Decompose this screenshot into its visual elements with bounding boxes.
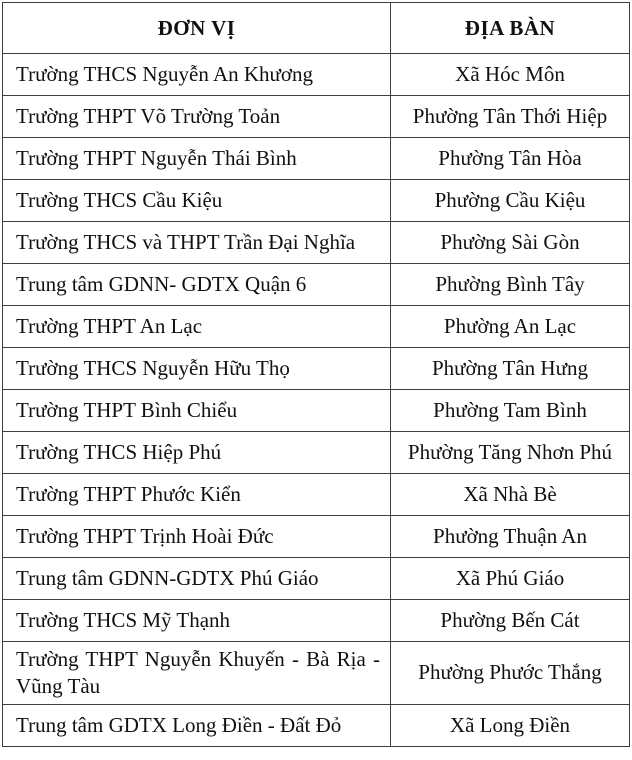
header-row [3, 3, 630, 54]
unit-cell: Trường THCS Nguyễn Hữu Thọ [3, 348, 391, 390]
unit-cell: Trường THPT Nguyễn Thái Bình [3, 138, 391, 180]
units-areas-table [2, 2, 630, 747]
area-cell: Phường Phước Thắng [391, 642, 630, 705]
area-cell: Xã Phú Giáo [391, 558, 630, 600]
header-cell-unit: ĐƠN VỊ [3, 3, 391, 54]
table-row [3, 642, 630, 705]
table-row [3, 348, 630, 390]
table-row [3, 432, 630, 474]
unit-cell: Trường THPT Nguyễn Khuyến - Bà Rịa - Vũng Tàu [3, 642, 391, 705]
unit-cell: Trường THPT Bình Chiểu [3, 390, 391, 432]
area-cell: Phường Tân Hưng [391, 348, 630, 390]
table-row [3, 264, 630, 306]
unit-cell: Trường THCS Nguyễn An Khương [3, 54, 391, 96]
table-row [3, 180, 630, 222]
area-cell: Phường Tân Thới Hiệp [391, 96, 630, 138]
area-cell: Phường An Lạc [391, 306, 630, 348]
unit-cell: Trung tâm GDNN- GDTX Quận 6 [3, 264, 391, 306]
table-row [3, 96, 630, 138]
unit-cell: Trường THCS và THPT Trần Đại Nghĩa [3, 222, 391, 264]
table-row [3, 600, 630, 642]
table-row [3, 138, 630, 180]
area-cell: Xã Hóc Môn [391, 54, 630, 96]
area-cell: Phường Bình Tây [391, 264, 630, 306]
unit-cell: Trung tâm GDNN-GDTX Phú Giáo [3, 558, 391, 600]
table-row [3, 516, 630, 558]
area-cell: Phường Cầu Kiệu [391, 180, 630, 222]
unit-cell: Trường THPT An Lạc [3, 306, 391, 348]
unit-cell: Trường THCS Mỹ Thạnh [3, 600, 391, 642]
area-cell: Phường Sài Gòn [391, 222, 630, 264]
area-cell: Xã Long Điền [391, 704, 630, 746]
table-row [3, 558, 630, 600]
table-header [3, 3, 630, 54]
unit-cell: Trường THCS Hiệp Phú [3, 432, 391, 474]
area-cell: Phường Tam Bình [391, 390, 630, 432]
unit-cell: Trường THCS Cầu Kiệu [3, 180, 391, 222]
header-cell-area: ĐỊA BÀN [391, 3, 630, 54]
table-row [3, 222, 630, 264]
table-body [3, 54, 630, 747]
table-row [3, 390, 630, 432]
area-cell: Xã Nhà Bè [391, 474, 630, 516]
unit-cell: Trường THPT Phước Kiển [3, 474, 391, 516]
area-cell: Phường Tăng Nhơn Phú [391, 432, 630, 474]
area-cell: Phường Bến Cát [391, 600, 630, 642]
table-row [3, 474, 630, 516]
table-row [3, 54, 630, 96]
table-row [3, 704, 630, 746]
table-row [3, 306, 630, 348]
area-cell: Phường Thuận An [391, 516, 630, 558]
unit-cell: Trường THPT Trịnh Hoài Đức [3, 516, 391, 558]
unit-cell: Trường THPT Võ Trường Toản [3, 96, 391, 138]
area-cell: Phường Tân Hòa [391, 138, 630, 180]
unit-cell: Trung tâm GDTX Long Điền - Đất Đỏ [3, 704, 391, 746]
